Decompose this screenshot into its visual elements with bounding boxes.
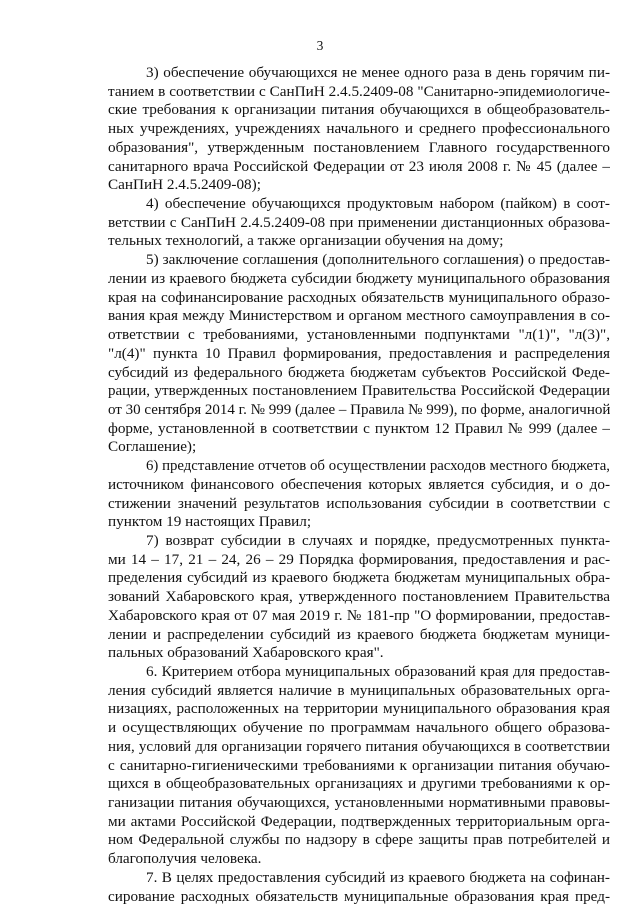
text-line: зований Хабаровского края, утвержденного постановлением Правительства	[108, 588, 610, 606]
text-line: лении и распределении субсидий из краевого бюджета бюджетам муници-	[108, 625, 610, 643]
text-line: СанПиН 2.4.5.2409-08);	[108, 176, 261, 194]
text-line: 4) обеспечение обучающихся продуктовым набором (пайком) в соот-	[146, 195, 610, 213]
text-line: ления субсидий является наличие в муниципальных образовательных орга-	[108, 681, 610, 699]
text-line: 6) представление отчетов об осуществлении расходов местного бюджета,	[146, 458, 610, 475]
text-line: 5) заключение соглашения (дополнительного соглашения) о предостав-	[146, 251, 610, 269]
text-line: Соглашение);	[108, 438, 197, 456]
text-line: рации, утвержденных постановлением Правительства Российской Федерации	[108, 383, 610, 400]
text-line: сирование расходных обязательств муниципальные образования края пред-	[108, 887, 610, 905]
text-line: тельных технологий, а также организации обучения на дому;	[108, 232, 504, 250]
text-line: вания края между Министерством и органом местного самоуправления в со-	[108, 307, 610, 325]
text-line: пунктом 19 настоящих Правил;	[108, 513, 312, 531]
text-line: форме, установленной в соответствии с пунктом 12 Правил № 999 (далее –	[108, 419, 610, 437]
text-line: ганизации питания обучающихся, установленными нормативными правовы-	[108, 794, 610, 812]
text-line: субсидий из федерального бюджета бюджетам субъектов Российской Феде-	[108, 363, 610, 381]
text-line: пределения субсидий из краевого бюджета бюджетам муниципальных обра-	[108, 569, 610, 587]
text-line: края на софинансирование расходных обязательств муниципального образо-	[108, 288, 610, 306]
text-line: 3) обеспечение обучающихся не менее одного раза в день горячим пи-	[146, 64, 610, 81]
text-line: ветствии с СанПиН 2.4.5.2409-08 при применении дистанционных образова-	[108, 213, 610, 231]
text-line: лении из краевого бюджета субсидии бюджету муниципального образования	[108, 269, 610, 287]
text-line: пальных образований Хабаровского края".	[108, 644, 384, 662]
text-line: санитарного врача Российской Федерации от 23 июля 2008 г. № 45 (далее –	[108, 157, 610, 175]
text-line: благополучия человека.	[108, 850, 262, 868]
text-line: стижении значений результатов использования субсидии в соответствии с	[108, 494, 610, 512]
text-line: Хабаровского края от 07 мая 2019 г. № 181-пр "О формировании, предостав-	[108, 606, 610, 624]
text-line: с санитарно-гигиеническими требованиями к организации питания обучаю-	[108, 756, 610, 774]
text-line: низациях, расположенных на территории муниципального образования края	[108, 700, 610, 718]
text-line: и осуществляющих обучение по программам начального общего образова-	[108, 719, 610, 737]
text-line: ми актами Российской Федерации, подтвержденных территориальным орга-	[108, 812, 610, 830]
text-line: ответствии с требованиями, установленными подпунктами "л(1)", "л(3)",	[108, 326, 610, 344]
text-line: от 30 сентября 2014 г. № 999 (далее – Правила № 999), по форме, аналогичной	[108, 401, 610, 418]
text-line: 7) возврат субсидии в случаях и порядке, предусмотренных пункта-	[146, 531, 610, 549]
text-line: ном Федеральной службы по надзору в сфере защиты прав потребителей и	[108, 831, 610, 849]
text-line: щихся в общеобразовательных организациях и другими требованиями к ор-	[108, 775, 610, 793]
text-line: танием в соответствии с СанПиН 2.4.5.2409-08 "Санитарно-эпидемиологиче-	[108, 82, 610, 100]
document-body	[108, 64, 610, 906]
text-line: "л(4)" пункта 10 Правил формирования, предоставления и распределения	[108, 344, 610, 362]
text-line: 6. Критерием отбора муниципальных образований края для предостав-	[146, 663, 610, 680]
text-line: ми 14 – 17, 21 – 24, 26 – 29 Порядка формирования, предоставления и рас-	[108, 550, 610, 568]
text-line: ных учреждениях, учреждениях начального и среднего профессионального	[108, 120, 610, 138]
text-line: источником финансового обеспечения которых является субсидия, и о до-	[108, 475, 610, 493]
page-number: 3	[316, 38, 324, 53]
text-line: 7. В целях предоставления субсидий из краевого бюджета на софинан-	[146, 868, 610, 886]
text-line: ские требования к организации питания обучающихся в общеобразователь-	[108, 101, 610, 119]
text-line: ния, условий для организации горячего питания обучающихся в соответствии	[108, 738, 610, 755]
text-line: образования", утвержденным постановлением Главного государственного	[108, 138, 610, 156]
